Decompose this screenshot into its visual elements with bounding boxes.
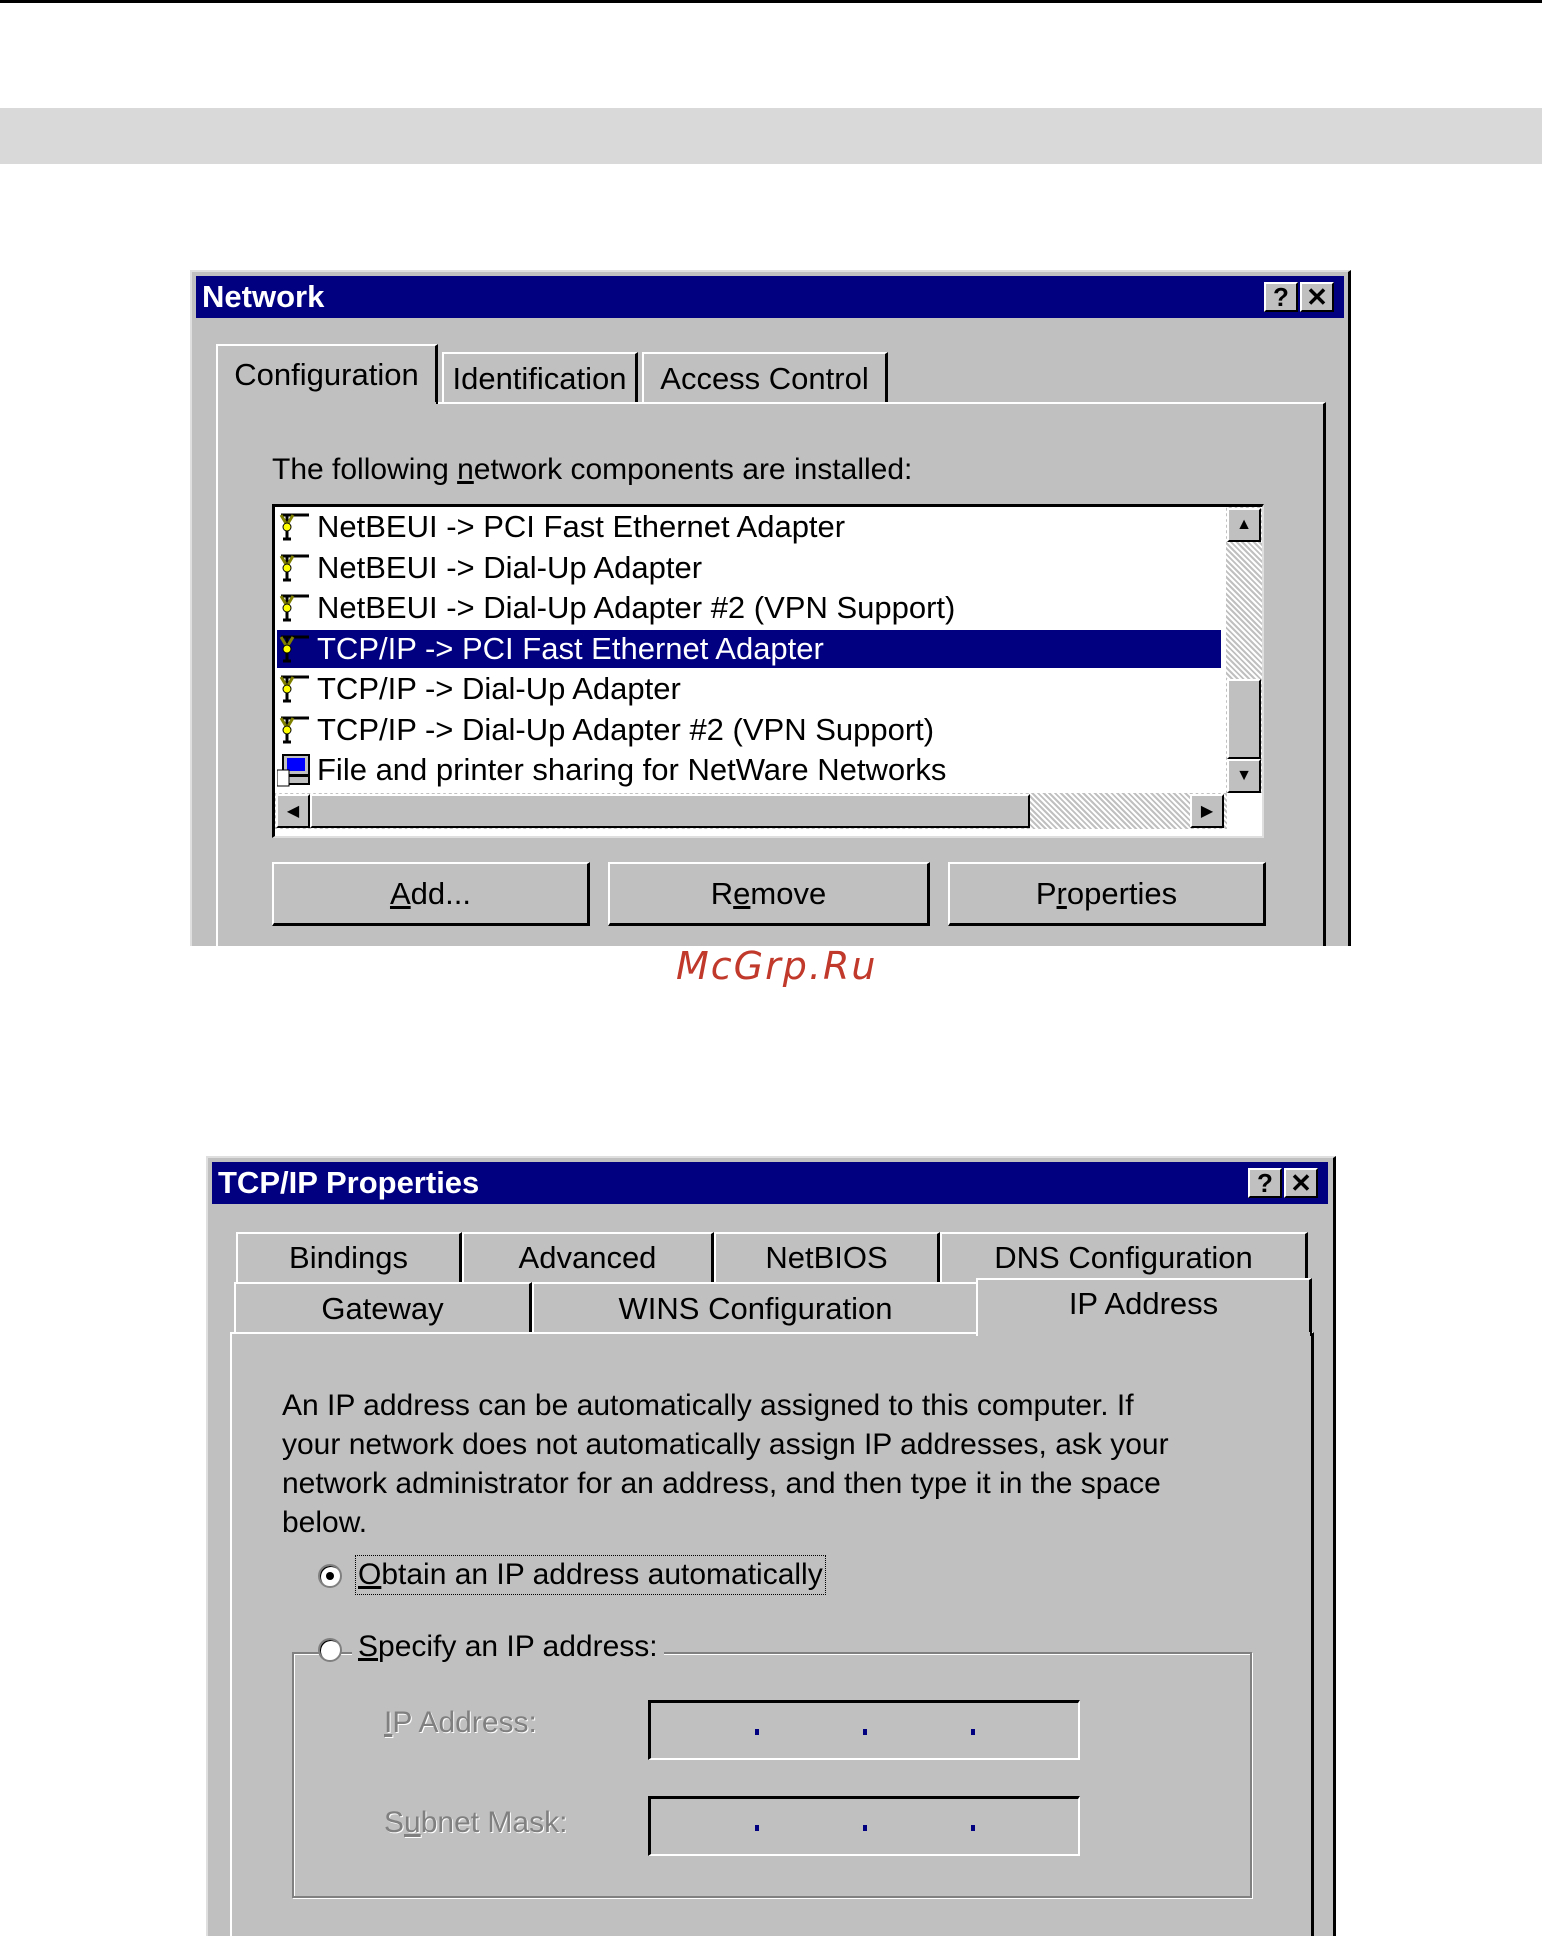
obtain-ip-radio[interactable] (318, 1564, 342, 1588)
tcpip-close-button[interactable] (1284, 1168, 1318, 1198)
list-item[interactable] (277, 549, 1221, 587)
subnet-mask-octet-separator (863, 1825, 867, 1831)
tab-access-control-label: Access Control (660, 361, 869, 396)
specify-ip-hotkey: S (358, 1630, 379, 1663)
ip-address-field[interactable] (648, 1700, 1080, 1760)
list-item-label: TCP/IP -> Dial-Up Adapter (317, 671, 681, 706)
list-item-label: TCP/IP -> PCI Fast Ethernet Adapter (317, 630, 824, 666)
horizontal-scrollbar-thumb[interactable] (310, 794, 1030, 828)
arrow-up-icon: ▲ (1236, 516, 1252, 533)
ip-address-octet-separator (755, 1729, 759, 1735)
network-protocol-icon (277, 631, 313, 667)
list-item[interactable] (277, 711, 1221, 749)
tab-dns-configuration[interactable] (940, 1232, 1308, 1282)
close-icon: ✕ (1306, 281, 1328, 312)
list-item-label: File and printer sharing for NetWare Networks (317, 752, 947, 787)
add-button[interactable] (272, 862, 590, 926)
ip-address-octet-separator (971, 1729, 975, 1735)
components-label-pre: The following (272, 453, 458, 486)
tab-gateway[interactable] (234, 1282, 532, 1334)
tab-advanced[interactable] (462, 1232, 714, 1282)
obtain-ip-text: btain an IP address automatically (381, 1558, 823, 1591)
list-item-label: TCP/IP -> Dial-Up Adapter #2 (VPN Support) (317, 711, 935, 747)
list-item[interactable] (277, 589, 1221, 627)
list-item[interactable] (277, 630, 1221, 668)
components-label-hotkey: n (457, 453, 474, 486)
ip-address-label-text: P Address: (392, 1706, 537, 1739)
tab-bindings[interactable] (236, 1232, 462, 1282)
specify-ip-text: pecify an IP address: (378, 1630, 658, 1663)
close-icon: ✕ (1290, 1167, 1312, 1198)
tab-bindings-label: Bindings (289, 1240, 408, 1275)
network-protocol-icon (277, 671, 313, 707)
close-button[interactable] (1300, 282, 1334, 312)
active-tab-joint (218, 402, 436, 406)
ip-description-line-1: An IP address can be automatically assigned to this computer. If (282, 1389, 1134, 1422)
tcpip-properties-dialog (206, 1156, 1336, 1936)
network-protocol-icon (277, 550, 313, 586)
tab-advanced-label: Advanced (518, 1240, 657, 1275)
subnet-mask-field[interactable] (648, 1796, 1080, 1856)
remove-button-pre: R (710, 875, 734, 911)
tab-gateway-label: Gateway (321, 1291, 444, 1326)
subnet-mask-label-post: bnet Mask: (420, 1806, 568, 1839)
network-protocol-icon (277, 509, 313, 545)
list-item[interactable] (277, 670, 1221, 708)
tcpip-help-button[interactable]: ? (1248, 1168, 1282, 1198)
specify-ip-radio[interactable] (318, 1638, 342, 1662)
remove-button-post: move (750, 875, 827, 911)
specify-ip-label[interactable] (352, 1630, 664, 1664)
vertical-scrollbar-thumb[interactable] (1227, 679, 1261, 759)
tab-wins-configuration[interactable] (532, 1282, 980, 1334)
arrow-left-icon: ◀ (286, 803, 300, 820)
scroll-left-button[interactable] (276, 794, 310, 828)
subnet-mask-label-hotkey: u (404, 1806, 421, 1839)
ip-address-octet-separator (863, 1729, 867, 1735)
add-button-hotkey: A (389, 875, 411, 911)
page-top-rule (0, 0, 1542, 3)
ip-address-label (384, 1706, 537, 1740)
tab-access-control[interactable] (642, 352, 888, 404)
list-item-label: NetBEUI -> PCI Fast Ethernet Adapter (317, 509, 846, 544)
ip-description-line-2: your network does not automatically assign IP addresses, ask your (282, 1428, 1169, 1461)
subnet-mask-octet-separator (755, 1825, 759, 1831)
tab-configuration-label: Configuration (234, 357, 419, 392)
network-titlebar[interactable] (196, 276, 1344, 318)
remove-button[interactable] (608, 862, 930, 926)
help-button[interactable]: ? (1264, 282, 1298, 312)
tab-configuration[interactable] (216, 344, 438, 404)
arrow-down-icon: ▼ (1236, 767, 1252, 784)
network-dialog (190, 270, 1351, 946)
subnet-mask-label-pre: S (384, 1806, 405, 1839)
tab-identification[interactable] (442, 352, 638, 404)
tab-identification-label: Identification (452, 361, 627, 396)
list-item-label: NetBEUI -> Dial-Up Adapter (317, 549, 703, 585)
components-listbox[interactable] (272, 504, 1264, 838)
components-label (272, 450, 912, 489)
tcpip-dialog-title: TCP/IP Properties (218, 1165, 480, 1200)
list-item[interactable] (277, 751, 1221, 789)
properties-button-post: operties (1066, 875, 1178, 911)
properties-button-pre: P (1035, 875, 1057, 911)
ip-description-line-4: below. (282, 1506, 368, 1539)
network-protocol-icon (277, 590, 313, 626)
file-sharing-service-icon (277, 752, 313, 788)
arrow-right-icon: ▶ (1200, 803, 1214, 820)
remove-button-hotkey: e (733, 875, 751, 911)
components-label-post: etwork components are installed: (473, 453, 913, 486)
properties-button[interactable] (948, 862, 1266, 926)
obtain-ip-label[interactable] (358, 1558, 823, 1592)
tab-ip-address-label: IP Address (1068, 1286, 1219, 1321)
specify-ip-groupbox (292, 1652, 1252, 1898)
tab-dns-configuration-label: DNS Configuration (994, 1240, 1253, 1275)
add-button-label: dd... (410, 875, 471, 911)
scroll-right-button[interactable] (1190, 794, 1224, 828)
scroll-down-button[interactable] (1227, 759, 1261, 793)
watermark-text: McGrp.Ru (676, 944, 878, 988)
tab-ip-address[interactable] (976, 1278, 1312, 1336)
network-protocol-icon (277, 712, 313, 748)
subnet-mask-octet-separator (971, 1825, 975, 1831)
tab-netbios-label: NetBIOS (765, 1240, 888, 1275)
tab-wins-configuration-label: WINS Configuration (618, 1291, 893, 1326)
tab-netbios[interactable] (714, 1232, 940, 1282)
tcpip-titlebar[interactable] (212, 1162, 1328, 1204)
obtain-ip-hotkey: O (358, 1558, 382, 1591)
ip-description-line-3: network administrator for an address, and then type it in the space (282, 1467, 1161, 1500)
network-dialog-title: Network (202, 279, 325, 314)
properties-button-hotkey: r (1056, 875, 1067, 911)
ip-description (282, 1386, 1282, 1542)
scroll-up-button[interactable] (1227, 508, 1261, 542)
subnet-mask-label (384, 1806, 567, 1840)
page-header-band (0, 108, 1542, 164)
list-item-label: NetBEUI -> Dial-Up Adapter #2 (VPN Support) (317, 590, 956, 625)
active-tab-joint (978, 1332, 1310, 1336)
list-item[interactable] (277, 508, 1221, 546)
ip-address-label-hotkey: I (384, 1706, 393, 1739)
